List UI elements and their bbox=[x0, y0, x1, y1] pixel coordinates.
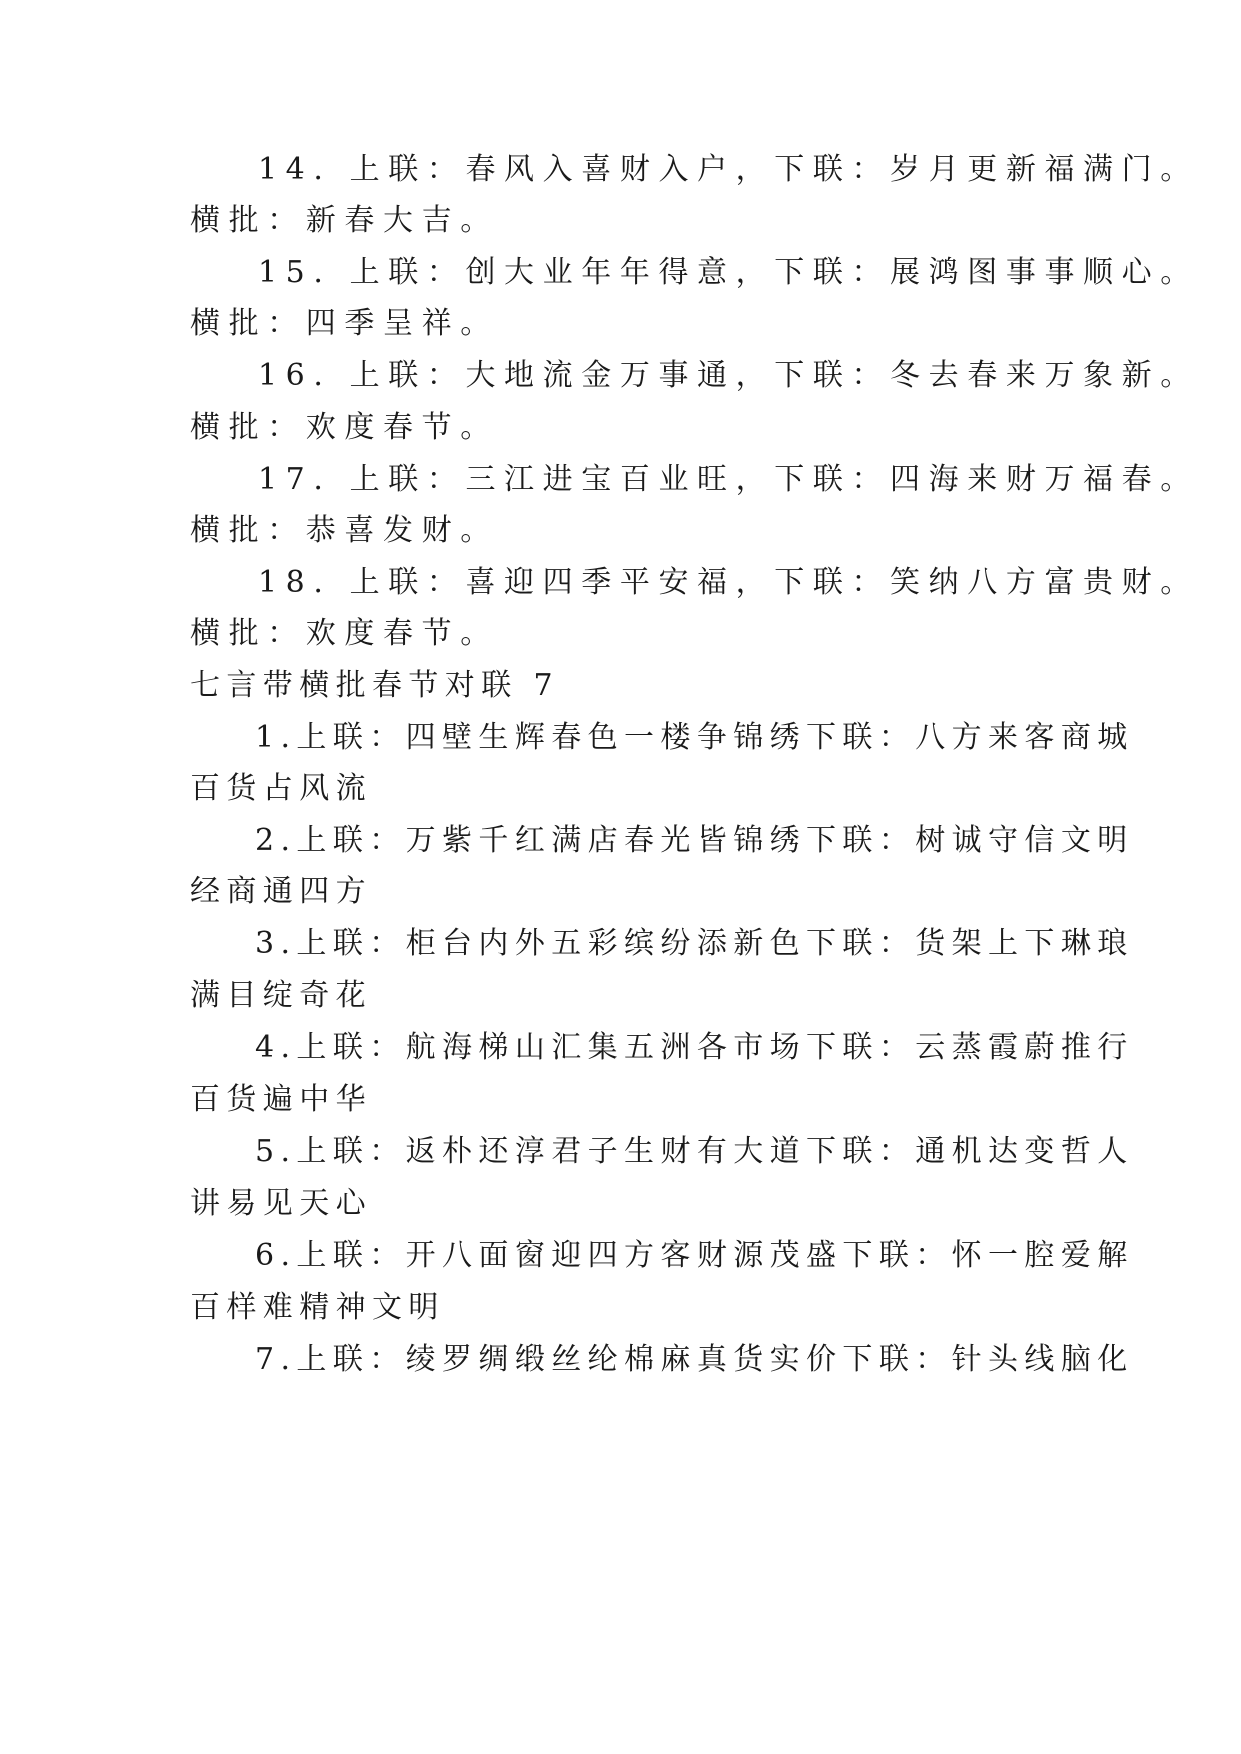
couplet-16-banner: 横批：欢度春节。 bbox=[190, 410, 499, 445]
item-6-line-2: 百样难精神文明 bbox=[190, 1290, 445, 1325]
item-5-line-2: 讲易见天心 bbox=[190, 1186, 372, 1221]
couplet-18-banner: 横批：欢度春节。 bbox=[190, 616, 499, 651]
item-1-line-1: 1.上联：四壁生辉春色一楼争锦绣下联：八方来客商城 bbox=[255, 720, 1134, 755]
section-heading: 七言带横批春节对联 7 bbox=[190, 668, 560, 703]
item-3-line-1: 3.上联：柜台内外五彩缤纷添新色下联：货架上下琳琅 bbox=[255, 926, 1134, 961]
couplet-18-line: 18. 上联：喜迎四季平安福，下联：笑纳八方富贵财。 bbox=[258, 565, 1199, 600]
item-4-line-1: 4.上联：航海梯山汇集五洲各市场下联：云蒸霞蔚推行 bbox=[255, 1030, 1134, 1065]
item-2-line-1: 2.上联：万紫千红满店春光皆锦绣下联：树诚守信文明 bbox=[255, 823, 1134, 858]
couplet-15-line: 15. 上联：创大业年年得意，下联：展鸿图事事顺心。 bbox=[258, 255, 1199, 290]
item-3-line-2: 满目绽奇花 bbox=[190, 978, 372, 1013]
couplet-17-line: 17. 上联：三江进宝百业旺，下联：四海来财万福春。 bbox=[258, 462, 1199, 497]
item-2-line-2: 经商通四方 bbox=[190, 874, 372, 909]
couplet-14-banner: 横批：新春大吉。 bbox=[190, 203, 499, 238]
item-4-line-2: 百货遍中华 bbox=[190, 1082, 372, 1117]
couplet-14-line: 14. 上联：春风入喜财入户，下联：岁月更新福满门。 bbox=[258, 152, 1199, 187]
couplet-17-banner: 横批：恭喜发财。 bbox=[190, 513, 499, 548]
item-1-line-2: 百货占风流 bbox=[190, 771, 372, 806]
item-7-line-1: 7.上联：绫罗绸缎丝纶棉麻真货实价下联：针头线脑化 bbox=[255, 1342, 1134, 1377]
couplet-15-banner: 横批：四季呈祥。 bbox=[190, 306, 499, 341]
item-6-line-1: 6.上联：开八面窗迎四方客财源茂盛下联：怀一腔爱解 bbox=[255, 1238, 1134, 1273]
couplet-16-line: 16. 上联：大地流金万事通，下联：冬去春来万象新。 bbox=[258, 358, 1199, 393]
item-5-line-1: 5.上联：返朴还淳君子生财有大道下联：通机达变哲人 bbox=[255, 1134, 1134, 1169]
